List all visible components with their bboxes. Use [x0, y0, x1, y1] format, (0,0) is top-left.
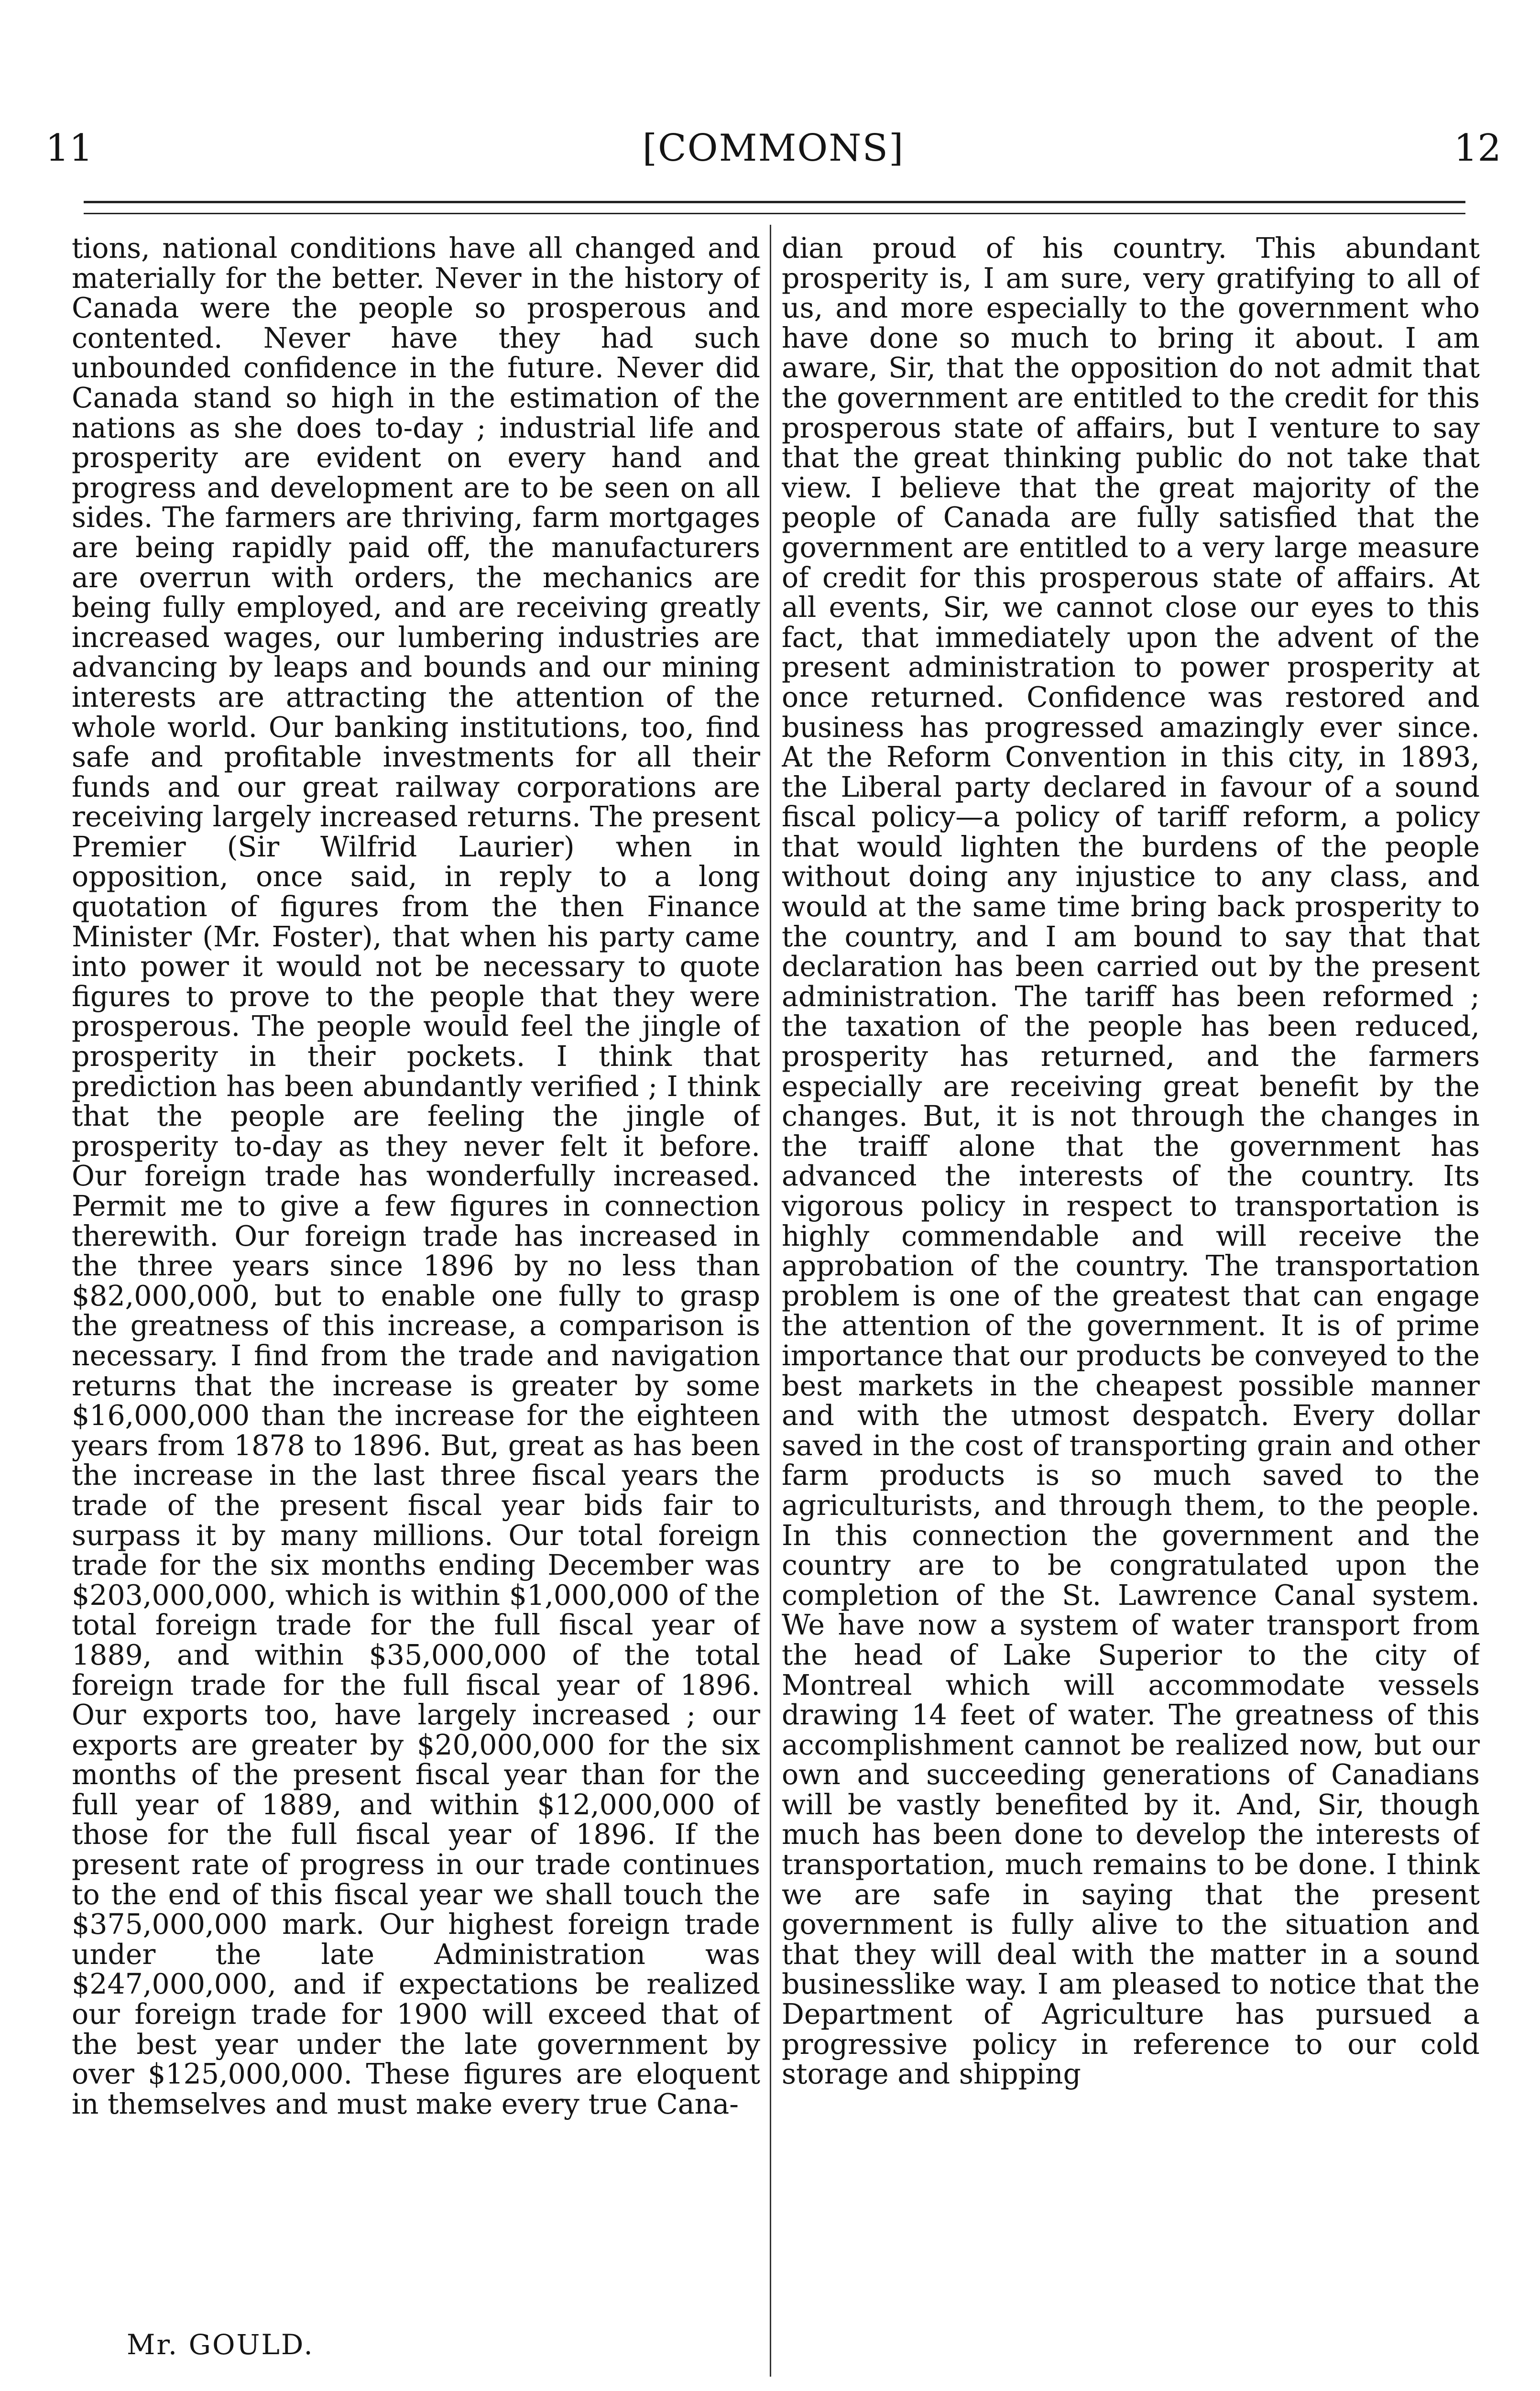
- speaker-footer: Mr. GOULD.: [127, 2328, 314, 2361]
- page-number-right: 12: [1453, 127, 1501, 170]
- text-column-left: [72, 233, 760, 2337]
- running-head: [COMMONS]: [642, 127, 905, 170]
- header-rule-bottom: [84, 213, 1465, 214]
- page-header: [45, 117, 1501, 179]
- text-column-right: [782, 233, 1480, 2337]
- column-divider: [770, 225, 771, 2377]
- page-number-left: 11: [45, 127, 93, 170]
- header-rule-top: [84, 201, 1465, 203]
- column-left-text: tions, national conditions have all changed and materially for the better. Never in the history of Canada were the people so prosperous and contented. Never have they had such unbounded confidence in the future. Never did Canada stand so high in the estimation of the nations as she does to-day ; industrial life and prosperity are evident on every hand and progress and development are to be seen on all sides. The farmers are thriving, farm mortgages are being rapidly paid off, the manufacturers are overrun with orders, the mechanics are being fully employed, and are receiving greatly increased wages, our lumbering industries are advancing by leaps and bounds and our mining interests are attracting the attention of the whole world. Our banking institutions, too, find safe and profitable investments for all their funds and our great railway corporations are receiving largely increased returns. The present Premier (Sir Wilfrid Laurier) when in opposition, once said, in reply to a long quotation of figures from the then Finance Minister (Mr. Foster), that when his party came into power it would not be necessary to quote figures to prove to the people that they were prosperous. The people would feel the jingle of prosperity in their pockets. I think that prediction has been abundantly verified ; I think that the people are feeling the jingle of prosperity to-day as they never felt it before. Our foreign trade has wonderfully increased. Permit me to give a few figures in connection therewith. Our foreign trade has increased in the three years since 1896 by no less than $82,000,000, but to enable one fully to grasp the greatness of this increase, a comparison is necessary. I find from the trade and navigation returns that the increase is greater by some $16,000,000 than the increase for the eighteen years from 1878 to 1896. But, great as has been the increase in the last three fiscal years the trade of the present fiscal year bids fair to surpass it by many millions. Our total foreign trade for the six months ending December was $203,000,000, which is within $1,000,000 of the total foreign trade for the full fiscal year of 1889, and within $35,000,000 of the total foreign trade for the full fiscal year of 1896. Our exports too, have largely increased ; our exports are greater by $20,000,000 for the six months of the present fiscal year than for the full year of 1889, and within $12,000,000 of those for the full fiscal year of 1896. If the present rate of progress in our trade continues to the end of this fiscal year we shall touch the $375,000,000 mark. Our highest foreign trade under the late Administration was $247,000,000, and if expectations be realized our foreign trade for 1900 will exceed that of the best year under the late government by over $125,000,000. These figures are eloquent in themselves and must make every true Cana-: [72, 233, 760, 2120]
- column-right-text: dian proud of his country. This abundant prosperity is, I am sure, very gratifying to all of us, and more especially to the government who have done so much to bring it about. I am aware, Sir, that the opposition do not admit that the government are entitled to the credit for this prosperous state of affairs, but I venture to say that the great thinking public do not take that view. I believe that the great majority of the people of Canada are fully satisfied that the government are entitled to a very large measure of credit for this prosperous state of affairs. At all events, Sir, we cannot close our eyes to this fact, that immediately upon the advent of the present administration to power prosperity at once returned. Confidence was restored and business has progressed amazingly ever since. At the Reform Convention in this city, in 1893, the Liberal party declared in favour of a sound fiscal policy—a policy of tariff reform, a policy that would lighten the burdens of the people without doing any injustice to any class, and would at the same time bring back prosperity to the country, and I am bound to say that that declaration has been carried out by the present administration. The tariff has been reformed ; the taxation of the people has been reduced, prosperity has returned, and the farmers especially are receiving great benefit by the changes. But, it is not through the changes in the traiff alone that the government has advanced the interests of the country. Its vigorous policy in respect to transportation is highly commendable and will receive the approbation of the country. The transportation problem is one of the greatest that can engage the attention of the government. It is of prime importance that our products be conveyed to the best markets in the cheapest possible manner and with the utmost despatch. Every dollar saved in the cost of transporting grain and other farm products is so much saved to the agriculturists, and through them, to the people. In this connection the government and the country are to be congratulated upon the completion of the St. Lawrence Canal system. We have now a system of water transport from the head of Lake Superior to the city of Montreal which will accommodate vessels drawing 14 feet of water. The greatness of this accomplishment cannot be realized now, but our own and succeeding generations of Canadians will be vastly benefited by it. And, Sir, though much has been done to develop the interests of transportation, much remains to be done. I think we are safe in saying that the present government is fully alive to the situation and that they will deal with the matter in a sound businesslike way. I am pleased to notice that the Department of Agriculture has pursued a progressive policy in reference to our cold storage and shipping: [782, 233, 1480, 2091]
